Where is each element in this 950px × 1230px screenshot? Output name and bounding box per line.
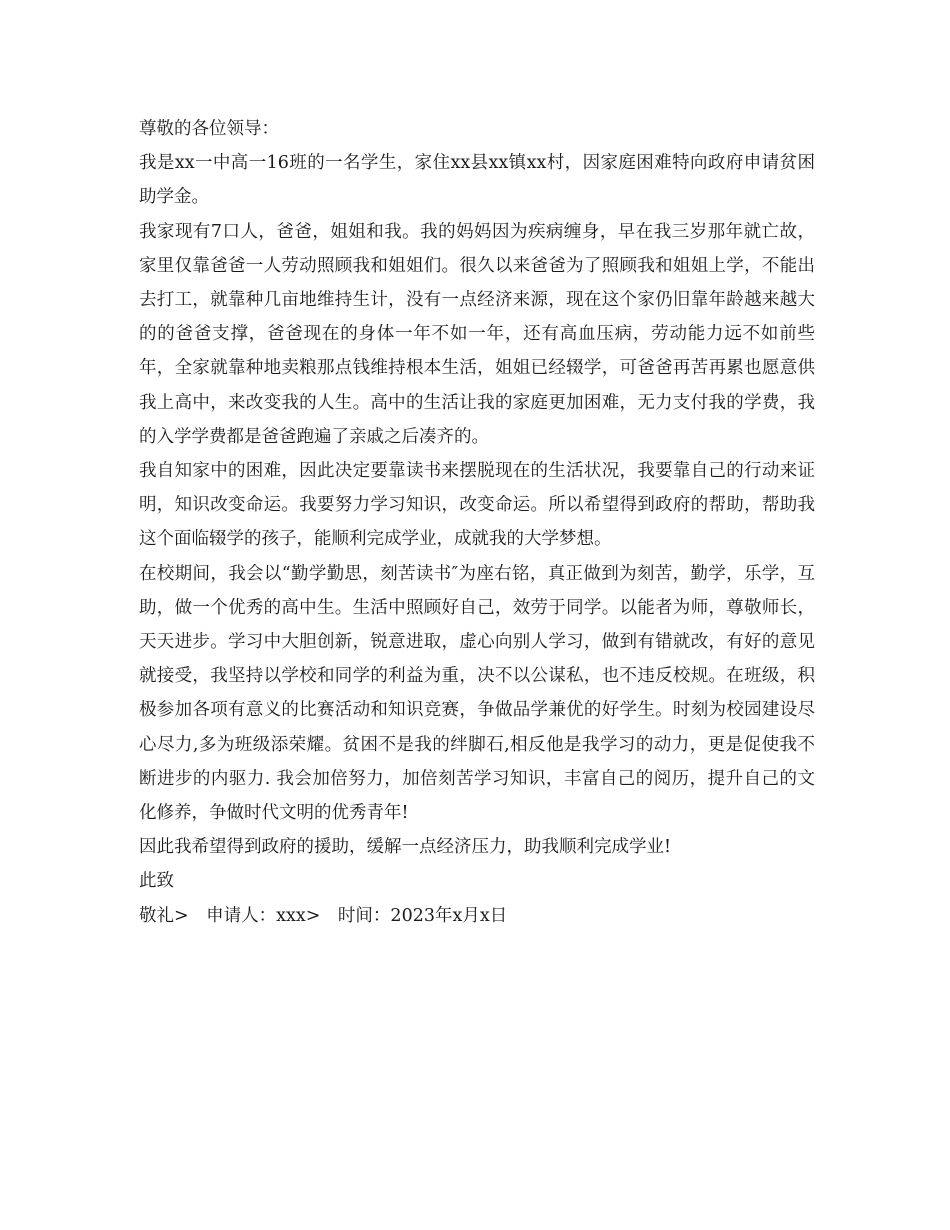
- closing: 此致: [139, 871, 174, 892]
- paragraph-resolve: 我自知家中的困难，因此决定要靠读书来摆脱现在的生活状况，我要靠自己的行动来证明，知识改变命运。我要努力学习知识，改变命运。所以希望得到政府的帮助，帮助我这个面临辍学的孩子，能顺利完成学业，成就我的大学梦想。: [139, 461, 815, 550]
- paragraph-request: 因此我希望得到政府的援助，缓解一点经济压力，助我顺利完成学业!: [139, 837, 672, 858]
- salutation: 尊敬的各位领导：: [139, 119, 279, 139]
- letter-body: [139, 112, 815, 933]
- paragraph-intro: 我是xx一中高一16班的一名学生，家住xx县xx镇xx村，因家庭困难特向政府申请贫困助学金。: [139, 153, 815, 208]
- signature-line: 敬礼> 申请人：xxx> 时间：2023年x月x日: [139, 905, 508, 926]
- paragraph-family: 我家现有7口人，爸爸，姐姐和我。我的妈妈因为疾病缠身，早在我三岁那年就亡故，家里仅靠爸爸一人劳动照顾我和姐姐们。很久以来爸爸为了照顾我和姐姐上学，不能出去打工，就靠种几亩地维持生计，没有一点经济来源，现在这个家仍旧靠年龄越来越大的的爸爸支撑，爸爸现在的身体一年不如一年，还有高血压病，劳动能力远不如前些年，全家就靠种地卖粮那点钱维持根本生活，姐姐已经辍学，可爸爸再苦再累也愿意供我上高中，来改变我的人生。高中的生活让我的家庭更加困难，无力支付我的学费，我的入学学费都是爸爸跑遍了亲戚之后凑齐的。: [139, 221, 815, 447]
- paragraph-school-conduct: 在校期间，我会以“勤学勤思，刻苦读书″为座右铭，真正做到为刻苦，勤学，乐学，互助，做一个优秀的高中生。生活中照顾好自己，效劳于同学。以能者为师，尊敬师长，天天进步。学习中大胆创新，锐意进取，虚心向别人学习，做到有错就改，有好的意见就接受，我坚持以学校和同学的利益为重，决不以公谋私，也不违反校规。在班级，积极参加各项有意义的比赛活动和知识竞赛，争做品学兼优的好学生。时刻为校园建设尽心尽力,多为班级添荣耀。贫困不是我的绊脚石,相反他是我学习的动力，更是促使我不断进步的内驱力. 我会加倍努力，加倍刻苦学习知识，丰富自己的阅历，提升自己的文化修养，争做时代文明的优秀青年!: [139, 563, 815, 824]
